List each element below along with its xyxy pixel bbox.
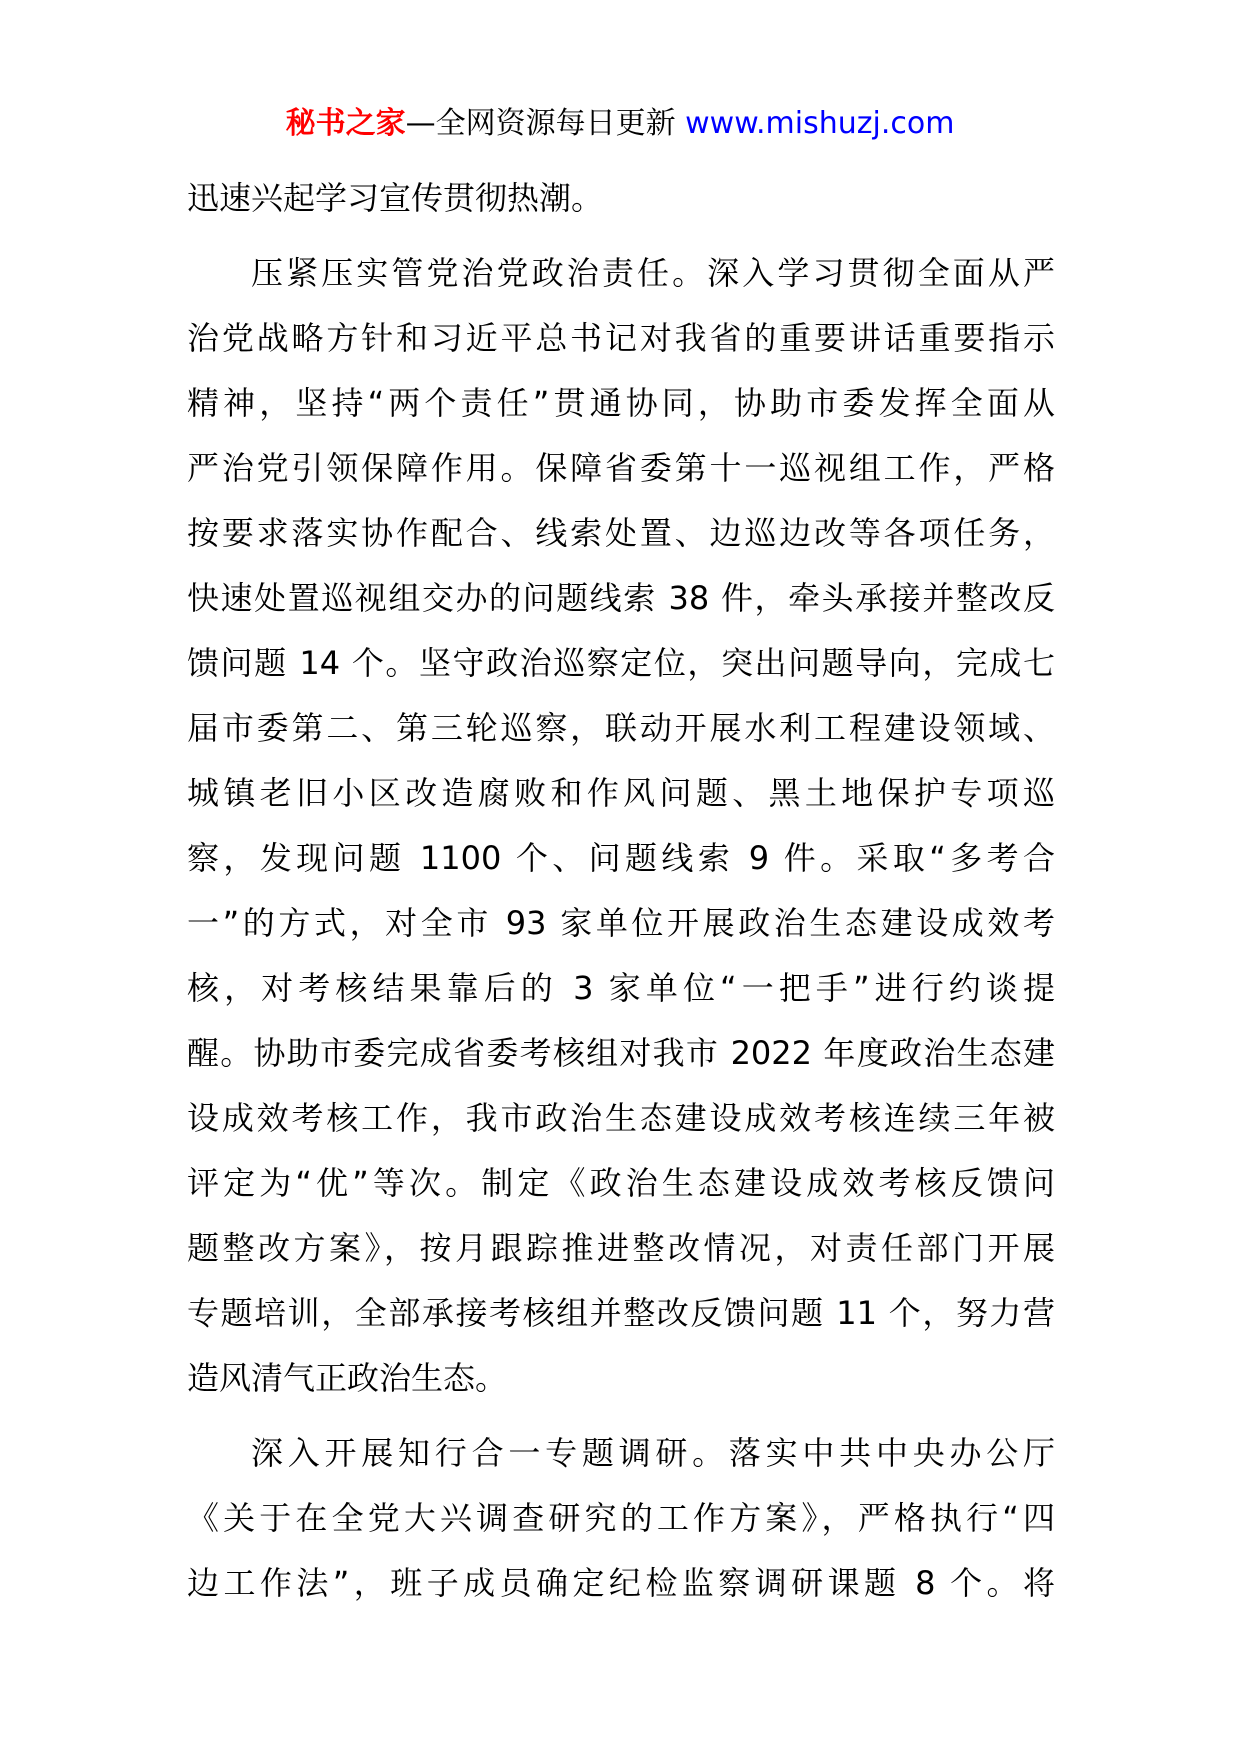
- text-line: 馈问题 14 个。坚守政治巡察定位，突出问题导向，完成七: [187, 644, 1055, 682]
- site-url-link[interactable]: www.mishuzj.com: [685, 106, 955, 141]
- paragraph: [187, 1421, 1055, 1616]
- text-line: 造风清气正政治生态。: [187, 1359, 508, 1397]
- text-line: 压紧压实管党治党政治责任。深入学习贯彻全面从严: [251, 254, 1055, 292]
- text-line: 深入开展知行合一专题调研。落实中共中央办公厅: [251, 1434, 1055, 1472]
- text-line: 边工作法”，班子成员确定纪检监察调研课题 8 个。将: [187, 1564, 1055, 1602]
- brand-name: 秘书之家: [285, 106, 406, 141]
- text-line: 城镇老旧小区改造腐败和作风问题、黑土地保护专项巡: [187, 774, 1055, 812]
- text-line: 一”的方式，对全市 93 家单位开展政治生态建设成效考: [187, 904, 1055, 942]
- text-line: 核，对考核结果靠后的 3 家单位“一把手”进行约谈提: [187, 969, 1055, 1007]
- text-line: 评定为“优”等次。制定《政治生态建设成效考核反馈问: [187, 1164, 1055, 1202]
- text-line: 专题培训，全部承接考核组并整改反馈问题 11 个，努力营: [187, 1294, 1055, 1332]
- text-line: 严治党引领保障作用。保障省委第十一巡视组工作，严格: [187, 449, 1055, 487]
- text-line: 届市委第二、第三轮巡察，联动开展水利工程建设领域、: [187, 709, 1055, 747]
- text-line: 醒。协助市委完成省委考核组对我市 2022 年度政治生态建: [187, 1034, 1055, 1072]
- paragraph: [187, 166, 1055, 231]
- text-line: 察，发现问题 1100 个、问题线索 9 件。采取“多考合: [187, 839, 1055, 877]
- text-line: 快速处置巡视组交办的问题线索 38 件，牵头承接并整改反: [187, 579, 1055, 617]
- text-line: 按要求落实协作配合、线索处置、边巡边改等各项任务，: [187, 514, 1055, 552]
- text-line: 《关于在全党大兴调查研究的工作方案》，严格执行“四: [187, 1499, 1055, 1537]
- header-tagline: —全网资源每日更新: [405, 106, 686, 141]
- text-line: 题整改方案》，按月跟踪推进整改情况，对责任部门开展: [187, 1229, 1055, 1267]
- text-line: 精神，坚持“两个责任”贯通协同，协助市委发挥全面从: [187, 384, 1055, 422]
- text-line: 治党战略方针和习近平总书记对我省的重要讲话重要指示: [187, 319, 1055, 357]
- text-line: 设成效考核工作，我市政治生态建设成效考核连续三年被: [187, 1099, 1055, 1137]
- text-line: 迅速兴起学习宣传贯彻热潮。: [187, 179, 604, 217]
- document-body: [187, 166, 1055, 1616]
- paragraph: [187, 241, 1055, 1411]
- site-header: [0, 104, 1240, 144]
